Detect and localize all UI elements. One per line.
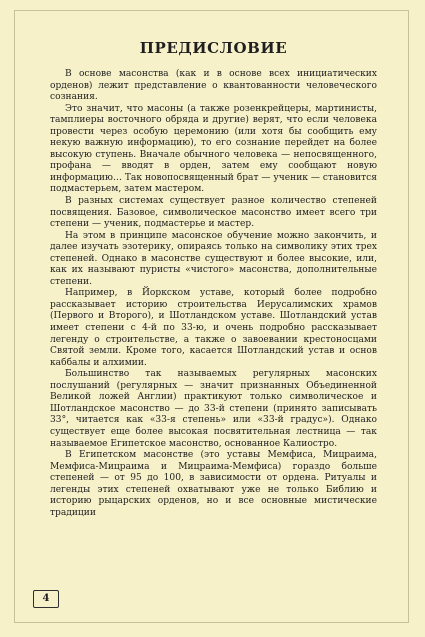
paragraph: Например, в Йоркском уставе, который более подробно рассказывает историю строительства Иерусалимских храмов (Первого и Второго), и Шотландском уставе. Шотландский устав имеет степени с 4-й по 33-ю, и очень подробно рассказывает легенду о строительстве, а также о завоевании крестоносцами Святой земли. Кроме того, касается Шотландский устав и основ каббалы и алхимии. xyxy=(50,288,377,368)
page-number: 4 xyxy=(33,590,59,608)
paragraph: В основе масонства (как и в основе всех инициатических орденов) лежит представление о квантованности человеческого сознания. xyxy=(50,69,377,103)
paragraph: На этом в принципе масонское обучение можно закончить, и далее изучать эзотерику, опираясь только на символику этих трех степеней. Однако в масонстве существуют и более высокие, или, как их называют пуристы «чистого» масонства, дополнительные степени. xyxy=(50,230,377,287)
paragraph: В Египетском масонстве (это уставы Мемфиса, Мицраима, Мемфиса-Мицраима и Мицраима-Мемфиса) гораздо больше степеней — от 95 до 100, в зависимости от ордена. Ритуалы и легенды этих степеней охватывают уже не только Библию и историю рыцарских орденов, но и все основные мистические традиции xyxy=(50,450,377,518)
book-page xyxy=(50,0,377,637)
paragraph: Это значит, что масоны (а также розенкрейцеры, мартинисты, тамплиеры восточного обряда и другие) верят, что если человека провести через особую церемонию (или хотя бы сообщить ему некую важную информацию), то его сознание перейдет на более высокую ступень. Вначале обычного человека — непосвященного, профана — вводят в орден, затем ему сообщают новую информацию… Так новопосвященный брат — ученик — становится подмастерьем, затем мастером. xyxy=(50,103,377,195)
paragraph: В разных системах существует разное количество степеней посвящения. Базовое, символическое масонство имеет всего три степени — ученик, подмастерье и мастер. xyxy=(50,196,377,230)
page-title: ПРЕДИСЛОВИЕ xyxy=(139,39,288,57)
paragraph: Большинство так называемых регулярных масонских послушаний (регулярных — значит признанных Объединенной Великой ложей Англии) практикуют только символическое и Шотландское масонство — до 33-й степени (принято записывать 33°, читается как «33-я степень» или «33-й градус»). Однако существует еще более высокая посвятительная лестница — так называемое Египетское масонство, основанное Калиостро. xyxy=(50,369,377,449)
page-body xyxy=(50,69,377,519)
